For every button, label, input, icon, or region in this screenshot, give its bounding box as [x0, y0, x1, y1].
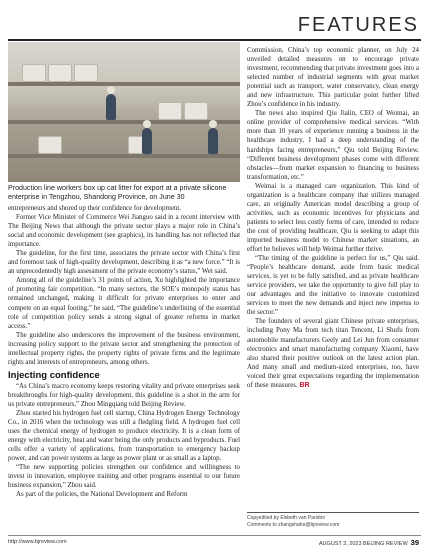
- paragraph: Former Vice Minister of Commerce Wei Jianguo said in a recent interview with The Beijing News that although the private sector plays a major role in China’s social and economic development (see graphics), its handling has not reflected that importance.: [8, 214, 240, 249]
- page-number: 39: [410, 538, 419, 547]
- subheading: Injecting confidence: [8, 369, 100, 381]
- photo-caption: Production line workers box up cat litter for export at a private silicone enterprise in Tengzhou, Shandong Province, on June 30: [8, 184, 227, 201]
- comments-email[interactable]: Comments to zhangshaho@bjreview.com: [247, 522, 340, 528]
- paragraph: Weimai is a managed care organization. This kind of organization is a healthcare company that utilizes managed care, an originally American model describing a group of activities, such as economic incentives for physicians and patients to select less costly forms of care, intended to reduce the cost of providing healthcare. Qiu is seeking to adapt this imported business model to Chinese market situations, an effort he believes will help Weimai further thrive.: [247, 182, 419, 254]
- section-title: FEATURES: [297, 14, 419, 36]
- copyeditor-credit: Copyedited by Elsbeth van Paridon: [247, 515, 326, 521]
- paragraph-text: The founders of several giant Chinese private enterprises, including Pony Ma from tech titan Tencent, Li Shufu from automobile manufacturers Geely and Lei Jun from consumer electronics and smart manufacturing company Xiaomi, have also shared their positive outlook on the latest action plan. And many small and medium-sized enterprises, too, have voiced their great expectations regarding the implementation of these measures.: [247, 318, 419, 389]
- credit-rule: [247, 512, 419, 513]
- footer-url-link[interactable]: http://www.bjreview.com: [8, 539, 67, 545]
- paragraph: The guideline also underscores the improvement of the business environment, increasing policy support to the private sector and strengthening the protection of intellectual property rights, the property rights of private firms and the legitimate rights and interests of entrepreneurs, among others.: [8, 331, 240, 366]
- end-mark: BR: [299, 381, 310, 389]
- footer-rule: [8, 535, 421, 536]
- paragraph-final: [247, 317, 419, 389]
- title-rule: [8, 39, 421, 41]
- paragraph: Commission, China’s top economic planner, on July 24 unveiled detailed measures on to encourage private investment, recommending that private investment goes into a selected number of industrial segments with great market potential such as transport, water conservancy, clean energy and new infrastructure. This particular point further lifted Zhou’s confidence in his industry.: [247, 47, 419, 109]
- issue-date: AUGUST 3, 2023 BEIJING REVIEW: [318, 541, 408, 547]
- paragraph: “As China’s macro economy keeps restoring vitality and private enterprises seek breakthroughs for high-quality development, this guideline is a shot in the arm for us private entrepreneurs,” Zhou Mingqiang told Beijing Review.: [8, 382, 240, 408]
- paragraph: As part of the policies, the National Development and Reform: [16, 491, 188, 499]
- paragraph: “The timing of the guideline is perfect for us,” Qiu said. “People’s healthcare demand, aside from basic medical services, is yet to be fully satisfied, and as private healthcare service providers, we take the opportunity to give full play to our advantages and the initiative to innovate customized services to meet the new demands and inject new impetus to the sector.”: [247, 255, 419, 317]
- right-column: [247, 46, 419, 390]
- news-photo: [8, 42, 240, 182]
- paragraph: “The new supporting policies strengthen our confidence and willingness to invest in innovation, employee training and other programs essential to our future business expansion,” Zhou said.: [8, 464, 240, 490]
- paragraph: entrepreneurs and shored up their confidence for development.: [8, 205, 181, 212]
- paragraph: Among all of the guideline’s 31 points of action, Xu highlighted the importance of promoting fair competition. “In many sectors, the SOE’s monopoly status has remained unchanged, making it difficult for private enterprises to enter and compete on an equal footing,” he said, “The guideline’s underlining of the essential role of competition policy sends a strong signal of greater reforms in market access.”: [8, 277, 240, 330]
- paragraph: The guideline, for the first time, associates the private sector with China’s first and foremost task of high-quality development, describing it as “a new force.” “It is an unprecedentedly high assessment of the private economy’s status,” Wei said.: [8, 250, 240, 276]
- footer-issue: [319, 538, 419, 547]
- paragraph: The news also inspired Qiu Jialin, CEO of Weimai, an online provider of comprehensive medical services. “With more than 10 years of experience running a business in the healthcare industry, I had a deep understanding of the hardships facing entrepreneurs,” Qiu told Beijing Review. “Different business development phases come with different obstacles—from market expansion to financing to business transformation, etc.”: [247, 110, 419, 181]
- left-column: [8, 204, 240, 500]
- paragraph: Zhou started his hydrogen fuel cell startup, China Hydrogen Energy Technology Co., in 2016 when the technology was still a fledgling field. A hydrogen fuel cell uses the chemical energy of hydrogen to produce electricity. It is a clean form of energy with electricity, heat and water being the only products and byproducts. Fuel cells offer a variety of applications, from transportation to emergency backup power, and can power systems as large as power plant or as small as a laptop.: [8, 410, 240, 463]
- credits: [247, 515, 419, 529]
